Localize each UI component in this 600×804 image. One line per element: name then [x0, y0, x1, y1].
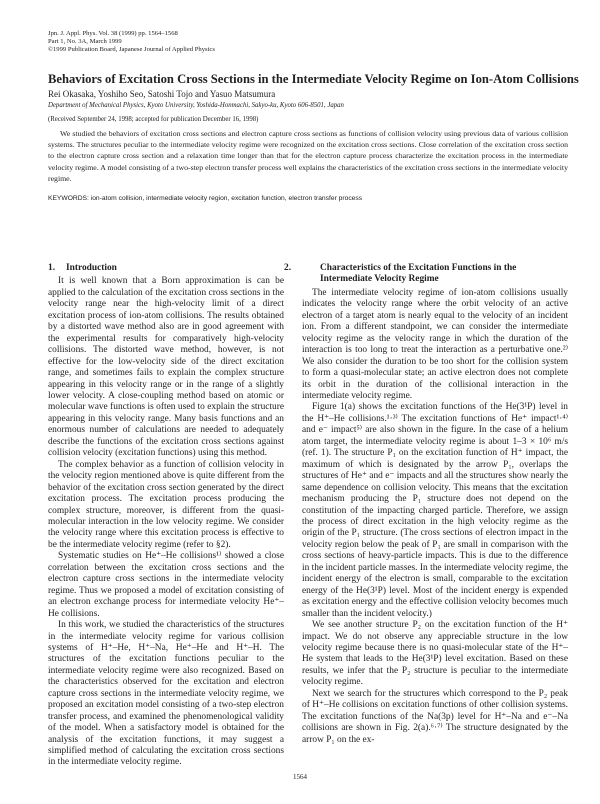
paragraph: The complex behavior as a function of collision velocity in the velocity region mentioned above is quite different from the behavior of the excitation cross section generated by the direct excitation process. The excitation process producing the complex structure, moreover, is different from the quasi-molecular interaction in the low velocity regime. We consider the velocity range where this excitation process is effective to be the intermediate velocity regime (refer to §2).	[48, 459, 284, 550]
journal-citation: Jpn. J. Appl. Phys. Vol. 38 (1999) pp. 1564–1568	[48, 30, 178, 37]
paper-title: Behaviors of Excitation Cross Sections in the Intermediate Velocity Regime on Ion-Atom Collisions	[48, 72, 579, 86]
section-title: Introduction	[66, 263, 117, 273]
section-number: 2.	[284, 263, 292, 273]
page-number: 1564	[293, 773, 307, 781]
paragraph: Figure 1(a) shows the excitation functions of the He(3¹P) level in the H⁺–He collisions.¹·³⁾ The excitation functions of He⁺ impact¹·⁴⁾ and e⁻ impact⁵⁾ are also shown in the figure. In the case of a helium atom target, the intermediate velocity regime is about 1–3 × 10⁶ m/s (ref. 1). The structure P₁ on the excitation function of H⁺ impact, the maximum of which is designated by the arrow P₁, overlaps the structures of He⁺ and e⁻ impacts and all the structures show nearly the same dependence on collision velocity. This means that the excitation mechanism producing the P₁ structure does not depend on the constitution of the impacting charged particle. Therefore, we assign the process of direct excitation in the high velocity regime as the origin of the P₁ structure. (The cross sections of electron impact in the velocity region below the peak of P₁ are small in comparison with the cross sections of heavy-particle impacts. This is due to the difference in the incident particle masses. In the intermediate velocity regime, the incident energy of the electron is small, comparable to the excitation energy of the He(3¹P) level. Most of the incident energy is expended as excitation energy and the effective collision velocity becomes much smaller than the incident velocity.)	[302, 402, 568, 619]
paragraph: Next we search for the structures which correspond to the P₂ peak of H⁺–He collisions on excitation functions of other collision systems. The excitation functions of the Na(3p) level for H⁺–Na and e⁻–Na collisions are shown in Fig. 2(a).⁶·⁷⁾ The structure designated by the arrow P₁ on the ex-	[302, 688, 568, 745]
section-heading-introduction	[48, 263, 284, 274]
keywords: KEYWORDS: ion-atom collision, intermediate velocity region, excitation function, electron transfer process	[48, 195, 363, 202]
paragraph: We see another structure P₂ on the excitation function of the H⁺ impact. We do not observe any appreciable structure in the low velocity regime because there is no quasi-molecular state of the H⁺–He system that leads to the He(3¹P) level excitation. Based on these results, we infer that the P₂ structure is peculiar to the intermediate velocity regime.	[302, 620, 568, 688]
journal-header	[48, 30, 215, 54]
received-dates: (Received September 24, 1998; accepted for publication December 16, 1998)	[48, 116, 259, 123]
paragraph: It is well known that a Born approximation is can be applied to the calculation of the excitation cross sections in the velocity range near the high-velocity limit of a direct excitation process of ion-atom collisions. The results obtained by a distorted wave method also are in good agreement with the experimental results for comparatively high-velocity collisions. The distorted wave method, however, is not effective for the low-velocity side of the direct excitation range, and sometimes fails to explain the complex structure appearing in this velocity range or in the range of a slightly lower velocity. A close-coupling method based on atomic or molecular wave functions is often used to explain the structure appearing in this velocity range. Many basis functions and an enormous number of calculations are needed to adequately describe the functions of the excitation cross sections against collision velocity (excitation functions) using this method.	[48, 276, 284, 459]
affiliation: Department of Mechanical Physics, Kyoto University, Yoshida-Honmachi, Sakyo-ku, Kyoto 606-8501, Japan	[48, 102, 344, 109]
section-title: Characteristics of the Excitation Functions in the Intermediate Velocity Regime	[320, 263, 517, 285]
section-number: 1.	[48, 263, 56, 273]
copyright: ©1999 Publication Board, Japanese Journal of Applied Physics	[48, 46, 215, 53]
authors: Rei Okasaka, Yoshiho Seo, Satoshi Tojo and Yasuo Matsumura	[48, 89, 276, 99]
abstract: We studied the behaviors of excitation cross sections and electron capture cross sections as functions of collision velocity using previous data of various collision systems. The structures peculiar to the intermediate velocity regime were recognized on the excitation cross sections. Close correlation of the excitation cross section to the electron capture cross section and a relaxation time longer than that for the electron capture process characterize the excitation process in the intermediate velocity regime. A model consisting of a two-step electron transfer process well explains the characteristics of the excitation cross sections in the intermediate velocity regime.	[48, 129, 568, 183]
paragraph: Systematic studies on He⁺–He collisions¹⁾ showed a close correlation between the excitation cross sections and the electron capture cross sections in the intermediate velocity regime. Thus we proposed a model of excitation consisting of an electron exchange process for intermediate velocity He⁺–He collisions.	[48, 551, 284, 619]
left-column	[48, 263, 284, 769]
paragraph: The intermediate velocity regime of ion-atom collisions usually indicates the velocity range where the orbit velocity of an active electron of a target atom is nearly equal to the velocity of an incident ion. From a different standpoint, we can consider the intermediate velocity regime as the velocity range in which the duration of the interaction is too long to treat the interaction as a perturbative one.²⁾ We also consider the duration to be too short for the collision system to form a quasi-molecular state; an active electron does not complete its orbit in the duration of the collisional interaction in the intermediate velocity regime.	[302, 287, 568, 401]
right-column	[284, 263, 568, 746]
paragraph: In this work, we studied the characteristics of the structures in the intermediate velocity regime for various collision systems of H⁺–He, H⁺–Na, He⁺–He and H⁺–H. The structures of the excitation functions peculiar to the intermediate velocity regime were also recognized. Based on the characteristics observed for the excitation and electron capture cross sections in the intermediate velocity regime, we proposed an excitation model consisting of a two-step electron transfer process, and examined the phenomenological validity of the model. When a satisfactory model is obtained for the analysis of the excitation functions, it may suggest a simplified method of calculating the excitation cross sections in the intermediate velocity regime.	[48, 620, 284, 768]
section-heading-characteristics	[284, 263, 568, 286]
journal-issue: Part 1, No. 3A, March 1999	[48, 38, 122, 45]
